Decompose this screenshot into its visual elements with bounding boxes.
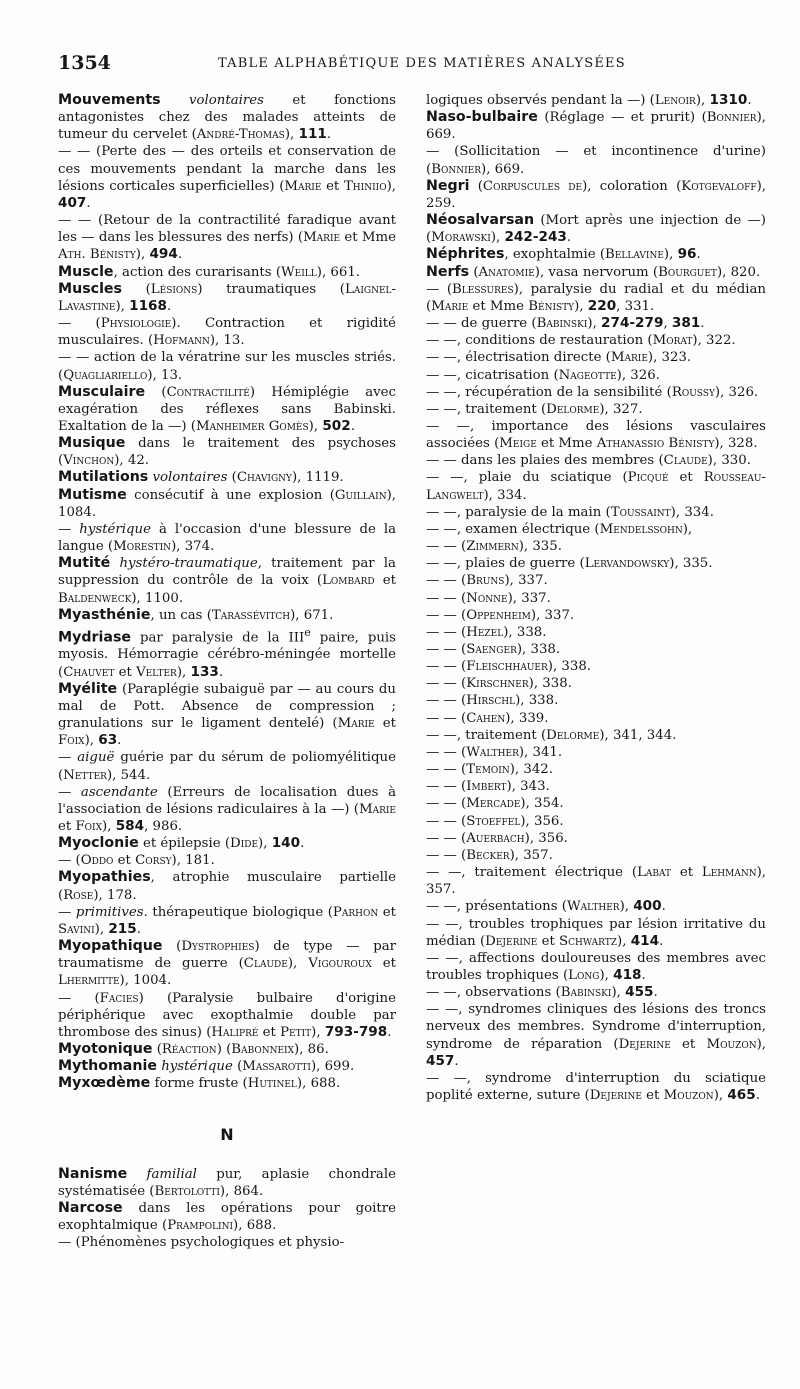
index-entry: Musculaire (Contractilité) Hémiplégie avec exagération des réflexes sans Babinski. Exaltation de la —) (Manheimer Gomès), 502. [58, 383, 396, 434]
index-entry: — — (Hirschl), 338. [426, 693, 559, 709]
index-entry: — — (Imbert), 343. [426, 779, 550, 795]
index-entry: Néosalvarsan (Mort après une injection de —) (Morawski), 242-243. [426, 212, 766, 246]
index-entry: — — (Nonne), 337. [426, 590, 551, 606]
index-entry: — hystérique à l'occasion d'une blessure de la langue (Morestin), 374. [58, 521, 396, 555]
index-entry: Myotonique (Réaction) (Babonneix), 86. [58, 1041, 329, 1058]
index-entry: — — (Oppenheim), 337. [426, 607, 575, 623]
index-entry: Mutilations volontaires (Chavigny), 1119. [58, 469, 344, 486]
index-entry: Myasthénie, un cas (Tarassévitch), 671. [58, 606, 334, 623]
index-entry: — —, présentations (Walther), 400. [426, 898, 666, 915]
index-entry: — — (Zimmern), 335. [426, 539, 562, 555]
index-entry: Mythomanie hystérique (Massarotti), 699. [58, 1058, 355, 1075]
index-entry: Mouvements volontaires et fonctions antagonistes chez des malades atteints de tumeur du cervelet (André-Thomas), 111. [58, 92, 396, 143]
index-entry: — —, traitement (Delorme), 341, 344. [426, 727, 677, 743]
index-entry: — —, cicatrisation (Nageotte), 326. [426, 367, 660, 383]
index-entry: — (Physiologie). Contraction et rigidité musculaires. (Hofmann), 13. [58, 316, 396, 349]
index-entry: Myxœdème forme fruste (Hutinel), 688. [58, 1075, 341, 1092]
index-entry: logiques observés pendant la —) (Lenoir), 1310. [426, 92, 752, 108]
index-entry: — —, traitement électrique (Labat et Lehmann), 357. [426, 865, 766, 898]
index-entry: — —, conditions de restauration (Morat), 322. [426, 333, 736, 349]
left-column [58, 92, 396, 1251]
index-entry: — —, observations (Babinski), 455. [426, 984, 658, 1001]
index-entry: — — (Cahen), 339. [426, 710, 549, 726]
index-entry: — —, plaies de guerre (Lervandowsky), 335. [426, 556, 713, 572]
index-entry: — —, troubles trophiques par lésion irritative du médian (Dejerine et Schwartz), 414. [426, 916, 766, 949]
index-entry: Myélite (Paraplégie subaiguë par — au cours du mal de Pott. Absence de compression ; granulations sur le ligament dentelé) (Marie et Foix), 63. [58, 680, 396, 749]
index-entry: Néphrites, exophtalmie (Bellavine), 96. [426, 246, 701, 263]
index-entry: — — (Saenger), 338. [426, 642, 561, 657]
index-entry: Nanisme familial pur, aplasie chondrale systématisée (Bertolotti), 864. [58, 1165, 396, 1199]
index-entry: Naso-bulbaire (Réglage — et prurit) (Bonnier), 669. [426, 109, 766, 143]
index-entry: — —, syndromes cliniques des lésions des troncs nerveux des membres. Syndrome d'interruption, syndrome de réparation (Dejerine et Mouzon), 457. [426, 1002, 766, 1069]
index-entry: — — action de la vératrine sur les muscles striés. (Quagliariello), 13. [58, 350, 396, 383]
index-entry: — — (Perte des — des orteils et conservation de ces mouvements pendant la marche dans les lésions corticales superficielles) (Marie et Thiniio), 407. [58, 144, 396, 211]
index-entry: Negri (Corpuscules de), coloration (Kotgevaloff), 259. [426, 177, 766, 211]
index-entry: — — dans les plaies des membres (Claude), 330. [426, 453, 751, 469]
index-entry: — —, électrisation directe (Marie), 323. [426, 350, 692, 366]
index-entry: — — (Becker), 357. [426, 847, 553, 863]
index-entry: Narcose dans les opérations pour goitre exophtalmique (Prampolini), 688. [58, 1199, 396, 1234]
index-entry: Myopathies, atrophie musculaire partielle (Rose), 178. [58, 869, 396, 903]
index-entry: — — (Stoeffel), 356. [426, 813, 564, 829]
index-entry: Myoclonie et épilepsie (Dide), 140. [58, 835, 305, 852]
index-entry: — (Phénomènes psychologiques et physio- [58, 1235, 345, 1251]
index-entry: Musique dans le traitement des psychoses (Vinchon), 42. [58, 435, 396, 469]
index-entry: — —, syndrome d'interruption du sciatique poplité externe, suture (Dejerine et Mouzon), 465. [426, 1070, 766, 1104]
section-letter: N [220, 1125, 234, 1145]
page-number: 1354 [58, 52, 111, 74]
running-title: TABLE ALPHABÉTIQUE DES MATIÈRES ANALYSÉES [218, 56, 626, 71]
index-entry: Myopathique (Dystrophies) de type — par traumatisme de guerre (Claude), Vigouroux et Lhermitte), 1004. [58, 938, 396, 989]
index-entry: Mydriase par paralysie de la IIIe paire, puis myosis. Hémorragie cérébro-méningée mortelle (Chauvet et Velter), 133. [58, 625, 396, 680]
index-entry: — —, affections douloureuses des membres avec troubles trophiques (Long), 418. [426, 950, 766, 983]
index-entry: — — de guerre (Babinski), 274-279, 381. [426, 315, 705, 332]
index-entry: — — (Kirschner), 338. [426, 676, 572, 692]
index-entry: — (Facies) (Paralysie bulbaire d'origine périphérique avec exopthalmie double par thrombose des sinus) (Halipré et Petit), 793-798. [58, 990, 396, 1040]
index-entry: — aiguë guérie par du sérum de poliomyélitique (Netter), 544. [58, 750, 396, 783]
index-entry: — —, importance des lésions vasculaires associées (Meige et Mme Athanassio Bénisty), 328. [426, 418, 766, 452]
index-entry: — — (Walther), 341. [426, 744, 563, 760]
index-entry: — — (Retour de la contractilité faradique avant les — dans les blessures des nerfs) (Marie et Mme Ath. Bénisty), 494. [58, 213, 396, 263]
index-entry: — —, plaie du sciatique (Picqué et Rousseau-Langwelt), 334. [426, 470, 766, 503]
index-entry: — ascendante (Erreurs de localisation dues à l'association de lésions radiculaires à la —) (Marie et Foix), 584, 986. [58, 784, 397, 834]
index-entry: Muscle, action des curarisants (Weill), 661. [58, 263, 361, 280]
index-entry: — —, paralysie de la main (Toussaint), 334. [426, 504, 714, 520]
index-entry: — —, examen électrique (Mendelssohn), [426, 521, 693, 537]
index-entry: — primitives. thérapeutique biologique (Parhon et Savini), 215. [58, 904, 396, 937]
index-entry: — — (Auerbach), 356. [426, 830, 568, 846]
index-entry: Muscles (Lésions) traumatiques (Laignel-Lavastine), 1168. [58, 280, 396, 314]
index-entry: Mutité hystéro-traumatique, traitement par la suppression du contrôle de la voix (Lombard et Baldenweck), 1100. [58, 555, 396, 606]
index-entry: — (Sollicitation — et incontinence d'urine) (Bonnier), 669. [426, 144, 766, 177]
page-header [58, 52, 758, 76]
index-entry: — — (Temoin), 342. [426, 762, 553, 778]
index-entry: — (Blessures), paralysie du radial et du médian (Marie et Mme Bénisty), 220, 331. [426, 281, 766, 314]
index-entry: — (Oddo et Corsy), 181. [58, 853, 215, 869]
index-entry: — — (Mercade), 354. [426, 796, 564, 812]
right-column [426, 92, 766, 1104]
index-entry: — — (Bruns), 337. [426, 573, 548, 589]
index-entry: — — (Fleischhauer), 338. [426, 659, 592, 675]
index-entry: Nerfs (Anatomie), vasa nervorum (Bourguet), 820. [426, 263, 761, 280]
index-entry: — —, traitement (Delorme), 327. [426, 401, 643, 417]
index-entry: — — (Hezel), 338. [426, 624, 547, 640]
index-entry: Mutisme consécutif à une explosion (Guillain), 1084. [58, 486, 396, 520]
index-entry: — —, récupération de la sensibilité (Roussy), 326. [426, 384, 759, 400]
